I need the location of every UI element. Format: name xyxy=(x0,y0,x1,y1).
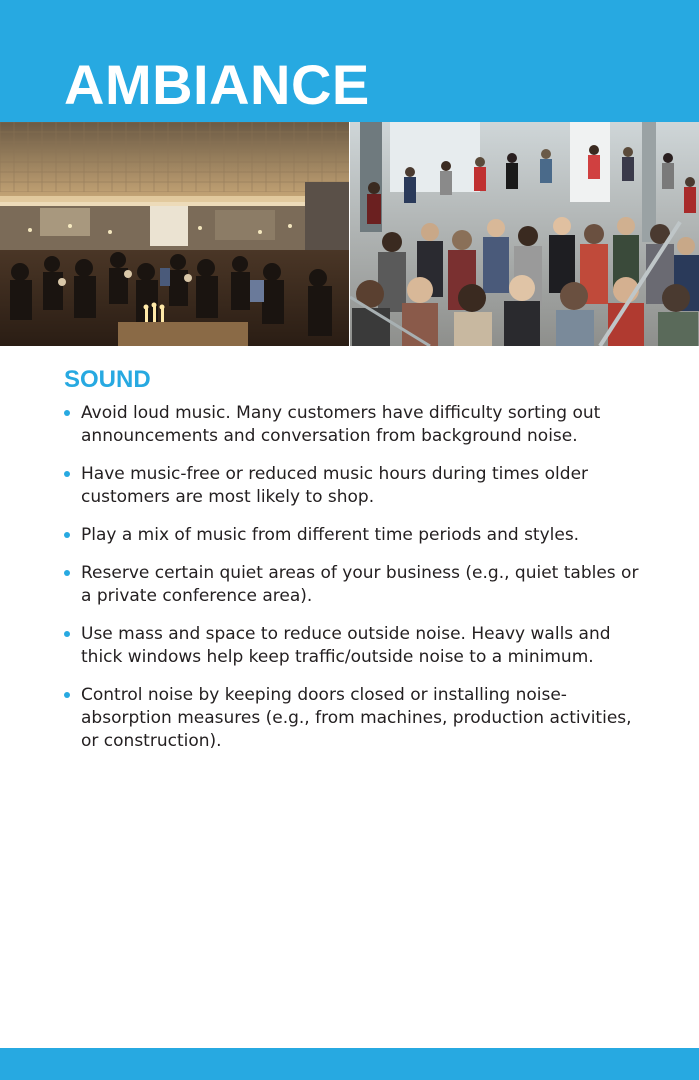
bullet-icon xyxy=(64,570,70,576)
crowd-photo xyxy=(350,122,699,346)
bullet-icon xyxy=(64,532,70,538)
list-item xyxy=(64,562,654,608)
list-item-text: Use mass and space to reduce outside noise. Heavy walls and thick windows help keep traffic/outside noise to a minimum. xyxy=(81,624,611,667)
section-heading-sound: SOUND xyxy=(64,366,151,393)
bullet-icon xyxy=(64,692,70,698)
footer-band xyxy=(0,1048,699,1080)
sound-tips-list xyxy=(64,402,654,768)
photo-strip xyxy=(0,122,699,346)
bullet-icon xyxy=(64,471,70,477)
list-item-text: Control noise by keeping doors closed or installing noise-absorption measures (e.g., from machines, production activities, or construction). xyxy=(81,685,632,751)
page-title: AMBIANCE xyxy=(64,53,370,116)
bullet-icon xyxy=(64,631,70,637)
list-item-text: Have music-free or reduced music hours during times older customers are most likely to shop. xyxy=(81,464,589,507)
list-item-text: Reserve certain quiet areas of your business (e.g., quiet tables or a private conference area). xyxy=(81,563,639,606)
list-item xyxy=(64,402,654,448)
list-item xyxy=(64,463,654,509)
header-banner xyxy=(0,0,699,122)
list-item xyxy=(64,684,654,753)
list-item xyxy=(64,524,654,547)
list-item xyxy=(64,623,654,669)
bullet-icon xyxy=(64,410,70,416)
list-item-text: Play a mix of music from different time periods and styles. xyxy=(81,525,580,545)
restaurant-photo xyxy=(0,122,349,346)
list-item-text: Avoid loud music. Many customers have difficulty sorting out announcements and conversation from background noise. xyxy=(81,403,601,446)
